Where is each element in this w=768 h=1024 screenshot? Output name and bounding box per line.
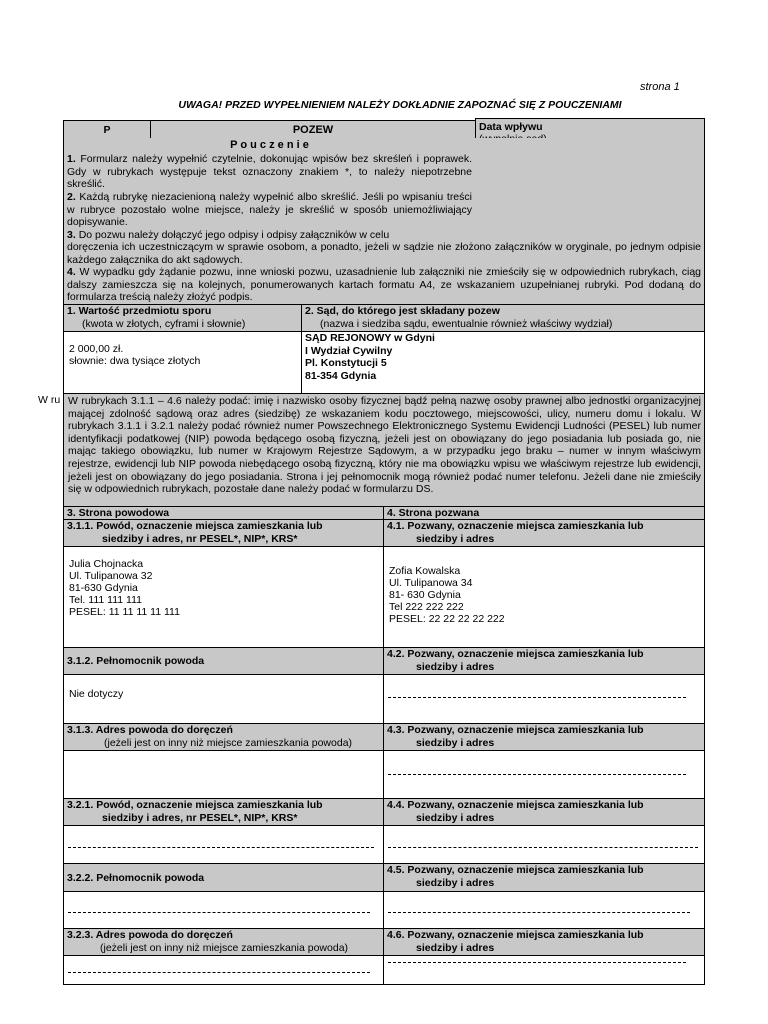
form-title-cell	[150, 120, 476, 139]
court-heading: 2. Sąd, do którego jest składany pozew	[305, 305, 500, 317]
s45-heading: 4.5. Pozwany, oznaczenie miejsca zamieszkania lub	[387, 864, 644, 876]
court-street: Pl. Konstytucji 5	[305, 357, 387, 369]
s322-heading: 3.2.2. Pełnomocnik powoda	[67, 872, 205, 884]
defendant-name: Zofia Kowalska	[389, 565, 461, 577]
s42-data-cell[interactable]	[383, 674, 705, 724]
value-cell[interactable]	[63, 331, 302, 394]
plaintiff-heading-cell	[63, 506, 384, 520]
value-subheading: (kwota w złotych, cyframi i słownie)	[82, 318, 246, 330]
form-title: POZEW	[292, 124, 334, 136]
s311-heading: 3.1.1. Powód, oznaczenie miejsca zamieszkania lub	[67, 520, 323, 532]
form-code: P	[103, 124, 111, 136]
s44-heading-cell	[383, 798, 705, 826]
s44-data-cell[interactable]	[383, 825, 705, 864]
s45-heading-cell	[383, 863, 705, 892]
s43-subheading: siedziby i adres	[416, 737, 495, 749]
s46-fill-line	[388, 962, 686, 963]
form-code-cell	[63, 120, 151, 139]
instruction-2-text: Każdą rubrykę niezacienioną należy wypełnić albo skreślić. Jeśli po wpisaniu treści w rubryce pozostało wolne miejsce, należy je skreślić w sposób uniemożliwiający dopisywanie.	[67, 191, 472, 229]
defendant-heading: 4. Strona pozwana	[387, 507, 480, 519]
defendant-data-cell[interactable]	[383, 546, 705, 648]
s312-data-cell[interactable]	[63, 674, 384, 724]
value-heading: 1. Wartość przedmiotu sporu	[67, 305, 212, 317]
s45-subheading: siedziby i adres	[416, 877, 495, 889]
plaintiff-city: 81-630 Gdynia	[69, 582, 138, 594]
s313-heading-cell	[63, 723, 384, 751]
instruction-2-num: 2.	[67, 191, 76, 203]
plaintiff-data-cell[interactable]	[63, 546, 384, 648]
s41-heading-cell	[383, 519, 705, 547]
defendant-phone: Tel 222 222 222	[389, 601, 464, 613]
s323-subheading: (jeżeli jest on inny niż miejsce zamieszkania powoda)	[100, 942, 349, 954]
defendant-city: 81- 630 Gdynia	[389, 589, 461, 601]
instruction-4-num: 4.	[67, 266, 76, 278]
s46-data-cell[interactable]	[383, 955, 705, 985]
s323-data-cell[interactable]	[63, 955, 384, 985]
instruction-3-cont: doręczenia ich uczestniczącym w sprawie osobom, a ponadto, jeżeli w sądzie nie złożono załączników w oryginale, po jednym odpisie każdego załącznika do akt sądowych.	[67, 241, 701, 266]
court-heading-cell	[301, 304, 705, 332]
plaintiff-heading: 3. Strona powodowa	[67, 507, 170, 519]
s313-data-cell[interactable]	[63, 750, 384, 799]
not-applicable-text: Nie dotyczy	[69, 688, 124, 700]
s46-heading-cell	[383, 928, 705, 956]
instruction-2	[67, 191, 472, 229]
s323-heading-cell	[63, 928, 384, 956]
s322-heading-cell	[63, 863, 384, 892]
value-amount: 2 000,00 zł.	[69, 343, 124, 355]
court-cell[interactable]	[301, 331, 705, 394]
court-city: 81-354 Gdynia	[305, 369, 377, 382]
s42-fill-line	[388, 697, 686, 698]
s321-fill-line	[68, 847, 374, 848]
margin-note: W ru	[38, 394, 61, 406]
s322-data-cell[interactable]	[63, 891, 384, 929]
defendant-street: Ul. Tulipanowa 34	[389, 577, 473, 589]
defendant-heading-cell	[383, 506, 705, 520]
court-subheading: (nazwa i siedziba sądu, ewentualnie również właściwy wydział)	[320, 318, 613, 330]
s44-fill-line	[388, 847, 698, 848]
instruction-4	[67, 266, 701, 304]
s44-heading: 4.4. Pozwany, oznaczenie miejsca zamieszkania lub	[387, 799, 644, 811]
info-text: W rubrykach 3.1.1 – 4.6 należy podać: imię i nazwisko osoby fizycznej bądź pełną nazwę osoby prawnej albo jednostki organizacyjnej mającej zdolność sądową oraz adres (siedzibę) ze wskazaniem kodu pocztowego, miejscowości, ulicy, numeru domu i lokalu. W rubrykach 3.1.1 i 3.2.1 należy podać również numer Powszechnego Elektronicznego Systemu Ewidencji Ludności (PESEL) lub numer identyfikacji podatkowej (NIP) powoda będącego osobą fizyczną, jeżeli jest on obowiązany do jego posiadania lub posiada go, nie mając takiego obowiązku, lub numer w Krajowym Rejestrze Sądowym, a w przypadku jego braku – numer w innym właściwym rejestrze, ewidencji lub NIP powoda niebędącego osobą fizyczną, który nie ma obowiązku wpisu we właściwym rejestrze lub ewidencji, jeżeli jest on obowiązany do jego posiadania. Strona i jej pełnomocnik mogą również podać numer telefonu. Jeżeli dane nie zmieściły się w odpowiednich rubrykach, pozostałe dane należy podać w formularzu DS.	[68, 395, 701, 496]
instruction-3-num: 3.	[67, 229, 76, 241]
value-heading-cell	[63, 304, 302, 332]
s321-heading-cell	[63, 798, 384, 826]
value-words: słownie: dwa tysiące złotych	[69, 355, 201, 367]
s41-heading: 4.1. Pozwany, oznaczenie miejsca zamieszkania lub	[387, 520, 644, 532]
court-name: SĄD REJONOWY w Gdyni	[305, 332, 435, 344]
receipt-date-label: Data wpływu	[479, 121, 543, 133]
s313-subheading: (jeżeli jest on inny niż miejsce zamieszkania powoda)	[104, 737, 353, 749]
s43-heading-cell	[383, 723, 705, 751]
court-department: I Wydział Cywilny	[305, 344, 393, 357]
s41-subheading: siedziby i adres	[416, 533, 495, 545]
s42-heading-cell	[383, 647, 705, 675]
s321-heading: 3.2.1. Powód, oznaczenie miejsca zamieszkania lub	[67, 799, 323, 811]
s43-heading: 4.3. Pozwany, oznaczenie miejsca zamieszkania lub	[387, 724, 644, 736]
instruction-1-text: Formularz należy wypełnić czytelnie, dokonując wpisów bez skreśleń i poprawek. Gdy w rubrykach występuje tekst oznaczony znakiem *, to należy niepotrzebne skreślić.	[67, 153, 472, 191]
s311-heading-cell	[63, 519, 384, 547]
plaintiff-name: Julia Chojnacka	[69, 558, 144, 570]
s45-fill-line	[388, 912, 690, 913]
s313-heading: 3.1.3. Adres powoda do doręczeń	[67, 724, 233, 736]
plaintiff-phone: Tel. 111 111 111	[69, 594, 142, 606]
defendant-pesel: PESEL: 22 22 22 22 222	[389, 613, 505, 625]
s42-heading: 4.2. Pozwany, oznaczenie miejsca zamieszkania lub	[387, 648, 644, 660]
s42-subheading: siedziby i adres	[416, 661, 495, 673]
instruction-1	[67, 153, 472, 191]
s322-fill-line	[68, 912, 370, 913]
s311-subheading: siedziby i adres, nr PESEL*, NIP*, KRS*	[102, 533, 298, 545]
s312-heading: 3.1.2. Pełnomocnik powoda	[67, 655, 205, 667]
s46-heading: 4.6. Pozwany, oznaczenie miejsca zamieszkania lub	[387, 929, 644, 941]
warning-heading: UWAGA! PRZED WYPEŁNIENIEM NALEŻY DOKŁADNIE ZAPOZNAĆ SIĘ Z POUCZENIAMI	[178, 99, 622, 111]
plaintiff-pesel: PESEL: 11 11 11 11 111	[69, 606, 180, 618]
instruction-3	[67, 229, 472, 242]
s321-data-cell[interactable]	[63, 825, 384, 864]
s312-heading-cell	[63, 647, 384, 675]
s323-fill-line	[68, 972, 370, 973]
s45-data-cell[interactable]	[383, 891, 705, 929]
s44-subheading: siedziby i adres	[416, 812, 495, 824]
instruction-3-text: Do pozwu należy dołączyć jego odpisy i odpisy załączników w celu	[78, 229, 390, 241]
s321-subheading: siedziby i adres, nr PESEL*, NIP*, KRS*	[102, 812, 298, 824]
s323-heading: 3.2.3. Adres powoda do doręczeń	[67, 929, 233, 941]
page-number: strona 1	[640, 81, 680, 93]
instructions-title: P o u c z e n i e	[230, 139, 309, 151]
info-box	[63, 393, 705, 507]
s46-subheading: siedziby i adres	[416, 942, 495, 954]
s43-fill-line	[388, 774, 686, 775]
instruction-4-text: W wypadku gdy żądanie pozwu, inne wnioski pozwu, uzasadnienie lub załączniki nie zmieściły się w odpowiednich rubrykach, ciąg dalszy zamieszcza się na kolejnych, ponumerowanych kartach formatu A4, ze wskazaniem uzupełnianej rubryki. Pod dodaną do formularza treścią należy złożyć podpis.	[67, 266, 702, 304]
plaintiff-street: Ul. Tulipanowa 32	[69, 570, 153, 582]
instruction-1-num: 1.	[67, 153, 76, 165]
